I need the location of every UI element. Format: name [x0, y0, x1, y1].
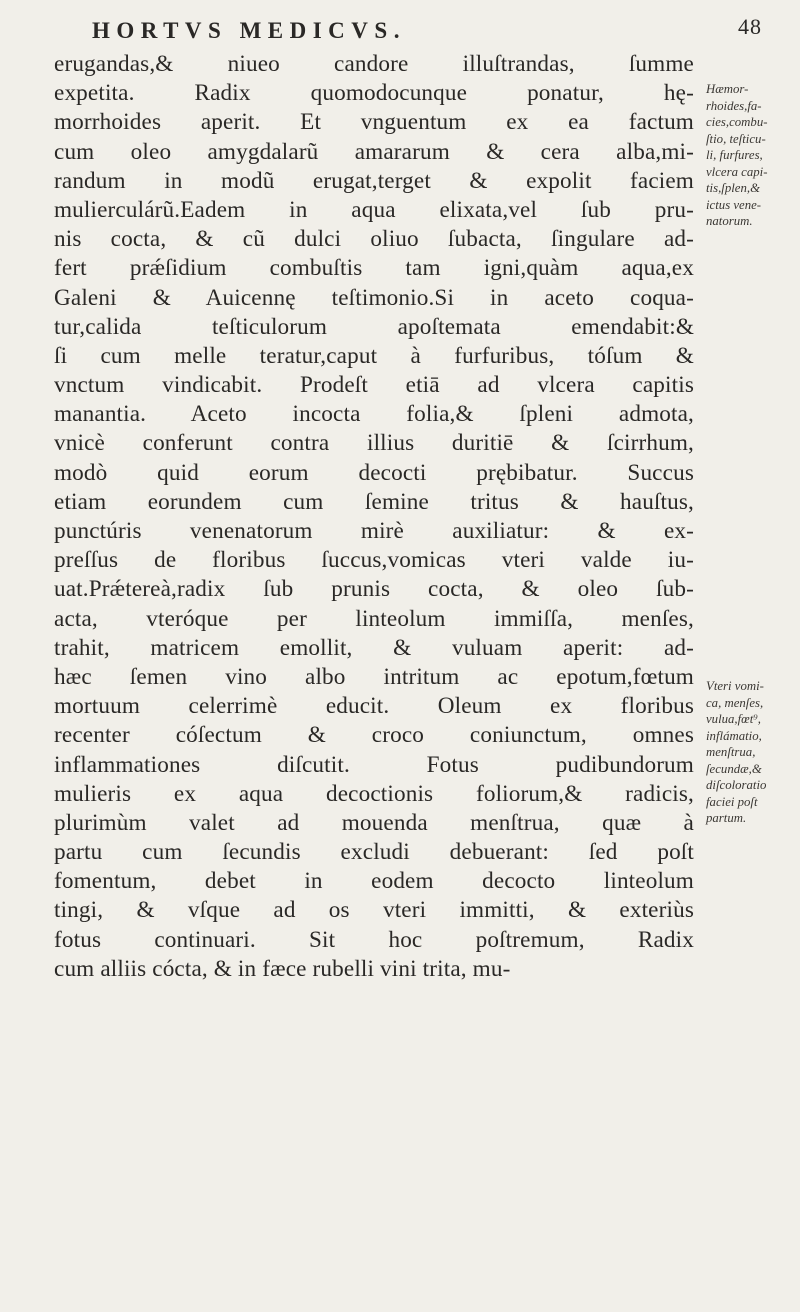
text-line: acta, vteróque per linteolum immiſſa, menſes, — [54, 605, 694, 632]
text-line: etiam eorundem cum ſemine tritus & hauſtus, — [54, 488, 694, 515]
margin-note-line: cies,combu- — [706, 115, 768, 129]
margin-note-1 — [706, 81, 798, 230]
text-line: erugandas,& niueo candore illuſtrandas, ſumme — [54, 51, 694, 77]
text-line: uat.Prǽtereà,radix ſub prunis cocta, & oleo ſub- — [54, 576, 694, 603]
margin-note-line: li, furfures, — [706, 148, 763, 162]
margin-note-line: tis,ſplen,& — [706, 181, 761, 195]
margin-note-line: Hæmor- — [706, 82, 749, 96]
margin-note-line: faciei poſt — [706, 794, 758, 809]
text-line: ſi cum melle teratur,caput à furfuribus, tóſum & — [54, 342, 694, 369]
running-title: HORTVS MEDICVS. — [92, 18, 406, 43]
text-line: tingi, & vſque ad os vteri immitti, & exteriùs — [54, 897, 694, 924]
text-line: fomentum, debet in eodem decocto linteolum — [54, 868, 694, 895]
text-line: mortuum celerrimè educit. Oleum ex floribus — [54, 693, 694, 720]
text-line: morrhoides aperit. Et vnguentum ex ea factum — [54, 109, 694, 136]
margin-note-line: rhoides,fa- — [706, 98, 762, 113]
text-line: tur,calida teſticulorum apoſtemata emendabit:& — [54, 313, 694, 340]
text-line: inflammationes diſcutit. Fotus pudibundorum — [54, 751, 694, 778]
main-text-column — [54, 50, 694, 984]
margin-note-line: ſecundæ,& — [706, 761, 762, 776]
margin-note-line: Vteri vomi- — [706, 679, 764, 693]
text-line: partu cum ſecundis excludi debuerant: ſed poſt — [54, 839, 694, 866]
margin-note-line: menſtrua, — [706, 745, 756, 759]
margin-note-2 — [706, 678, 798, 827]
text-line: preſſus de floribus ſuccus,vomicas vteri valde iu- — [54, 547, 694, 574]
text-line: mulierculárũ.Eadem in aqua elixata,vel ſub pru- — [54, 196, 694, 223]
text-line: fert prǽſidium combuſtis tam igni,quàm aqua,ex — [54, 255, 694, 282]
margin-note-line: vlcera capi- — [706, 164, 768, 179]
margin-note-line: ca, menſes, — [706, 695, 764, 710]
text-line: nis cocta, & cũ dulci oliuo ſubacta, ſingulare ad- — [54, 226, 694, 253]
margin-note-line: diſcoloratio — [706, 778, 767, 792]
text-line: vnctum vindicabit. Prodeſt etiā ad vlcera capitis — [54, 372, 694, 399]
margin-note-line: ictus vene- — [706, 197, 762, 212]
text-line: plurimùm valet ad mouenda menſtrua, quæ à — [54, 809, 694, 836]
text-line: mulieris ex aqua decoctionis foliorum,& radicis, — [54, 780, 694, 807]
margin-note-line: inflámatio, — [706, 728, 762, 743]
text-line: modò quid eorum decocti prębibatur. Succus — [54, 459, 694, 486]
text-line: randum in modũ erugat,terget & expolit faciem — [54, 167, 694, 194]
running-header — [72, 14, 762, 50]
text-line: expetita. Radix quomodocunque ponatur, hę- — [54, 80, 694, 107]
margin-note-line: natorum. — [706, 214, 753, 228]
text-line: hæc ſemen vino albo intritum ac epotum,fœtum — [54, 663, 694, 690]
margin-note-line: vulua,fœt⁹, — [706, 712, 761, 726]
text-line: punctúris venenatorum mirè auxiliatur: & ex- — [54, 518, 694, 544]
margin-note-line: ſtio, teſticu- — [706, 131, 766, 146]
text-line: manantia. Aceto incocta folia,& ſpleni admota, — [54, 401, 694, 428]
text-line: cum oleo amygdalarũ amararum & cera alba,mi- — [54, 138, 694, 165]
text-line: Galeni & Auicennę teſtimonio.Si in aceto coqua- — [54, 284, 694, 311]
text-line: recenter cóſectum & croco coniunctum, omnes — [54, 722, 694, 749]
text-line: trahit, matricem emollit, & vuluam aperit: ad- — [54, 634, 694, 661]
page-number: 48 — [738, 14, 762, 39]
text-line: cum alliis cócta, & in fæce rubelli vini trita, mu- — [54, 955, 511, 982]
margin-note-line: partum. — [706, 811, 747, 825]
text-line: vnicè conferunt contra illius duritiē & ſcirrhum, — [54, 430, 694, 457]
text-line: fotus continuari. Sit hoc poſtremum, Radix — [54, 926, 694, 953]
